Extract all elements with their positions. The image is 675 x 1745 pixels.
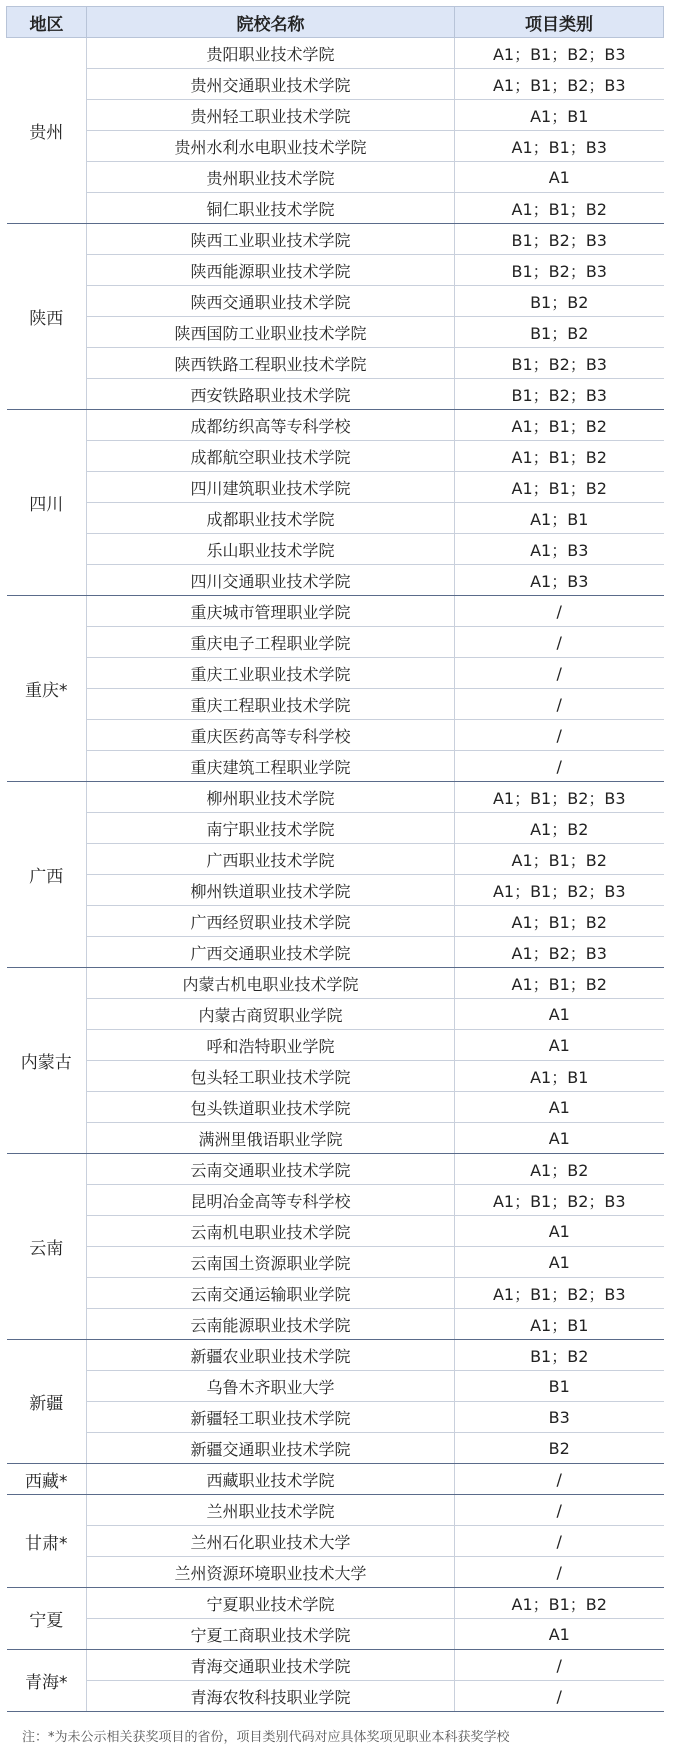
category-cell: B2 (455, 1433, 664, 1464)
category-cell: A1 (455, 1030, 664, 1061)
school-name-cell: 铜仁职业技术学院 (87, 193, 455, 224)
school-name-cell: 广西经贸职业技术学院 (87, 906, 455, 937)
table-row (7, 441, 664, 472)
school-name-cell: 兰州职业技术学院 (87, 1495, 455, 1526)
school-name-cell: 云南能源职业技术学院 (87, 1309, 455, 1340)
table-row (7, 1154, 664, 1185)
school-name-cell: 呼和浩特职业学院 (87, 1030, 455, 1061)
table-row (7, 1123, 664, 1154)
school-name-cell: 广西职业技术学院 (87, 844, 455, 875)
category-cell: A1；B1；B2 (455, 410, 664, 441)
school-name-cell: 陕西国防工业职业技术学院 (87, 317, 455, 348)
school-name-cell: 宁夏工商职业技术学院 (87, 1619, 455, 1650)
category-cell: A1；B1；B2；B3 (455, 875, 664, 906)
category-cell: / (455, 751, 664, 782)
table-row (7, 1619, 664, 1650)
table-row (7, 1061, 664, 1092)
table-row (7, 255, 664, 286)
category-cell: A1；B1；B2 (455, 844, 664, 875)
table-row (7, 224, 664, 255)
table-row (7, 999, 664, 1030)
region-cell: 青海* (7, 1650, 87, 1712)
table-row (7, 1092, 664, 1123)
table-row (7, 131, 664, 162)
school-name-cell: 乐山职业技术学院 (87, 534, 455, 565)
school-name-cell: 贵州职业技术学院 (87, 162, 455, 193)
school-name-cell: 广西交通职业技术学院 (87, 937, 455, 968)
category-cell: A1 (455, 1092, 664, 1123)
category-cell: A1；B1 (455, 1309, 664, 1340)
table-row (7, 1588, 664, 1619)
region-cell: 内蒙古 (7, 968, 87, 1154)
table-row (7, 1433, 664, 1464)
school-name-cell: 包头铁道职业技术学院 (87, 1092, 455, 1123)
category-cell: / (455, 1526, 664, 1557)
category-cell: / (455, 689, 664, 720)
category-cell: / (455, 1681, 664, 1712)
table-row (7, 69, 664, 100)
school-name-cell: 青海交通职业技术学院 (87, 1650, 455, 1681)
table-row (7, 968, 664, 999)
table-row (7, 348, 664, 379)
category-cell: B1；B2 (455, 286, 664, 317)
region-cell: 陕西 (7, 224, 87, 410)
school-name-cell: 重庆电子工程职业学院 (87, 627, 455, 658)
school-name-cell: 陕西能源职业技术学院 (87, 255, 455, 286)
category-cell: A1 (455, 1216, 664, 1247)
category-cell: A1；B2 (455, 813, 664, 844)
school-name-cell: 成都纺织高等专科学校 (87, 410, 455, 441)
table-row (7, 720, 664, 751)
table-row (7, 1247, 664, 1278)
school-name-cell: 内蒙古机电职业技术学院 (87, 968, 455, 999)
table-row (7, 379, 664, 410)
school-name-cell: 宁夏职业技术学院 (87, 1588, 455, 1619)
category-cell: A1；B1；B2；B3 (455, 1185, 664, 1216)
category-cell: B1；B2 (455, 1340, 664, 1371)
school-name-cell: 新疆交通职业技术学院 (87, 1433, 455, 1464)
table-row (7, 1030, 664, 1061)
table-row (7, 1681, 664, 1712)
region-cell: 新疆 (7, 1340, 87, 1464)
category-cell: / (455, 1650, 664, 1681)
category-cell: B1；B2；B3 (455, 348, 664, 379)
school-name-cell: 陕西工业职业技术学院 (87, 224, 455, 255)
category-cell: A1 (455, 1247, 664, 1278)
category-cell: B1；B2；B3 (455, 379, 664, 410)
category-cell: A1；B1 (455, 1061, 664, 1092)
school-name-cell: 兰州资源环境职业技术大学 (87, 1557, 455, 1588)
school-name-cell: 成都航空职业技术学院 (87, 441, 455, 472)
school-name-cell: 西安铁路职业技术学院 (87, 379, 455, 410)
table-row (7, 534, 664, 565)
category-cell: A1；B1；B2 (455, 193, 664, 224)
table-row (7, 751, 664, 782)
table-row (7, 1495, 664, 1526)
table-row (7, 472, 664, 503)
school-name-cell: 柳州铁道职业技术学院 (87, 875, 455, 906)
table-row (7, 689, 664, 720)
table-row (7, 1340, 664, 1371)
category-cell: A1；B3 (455, 534, 664, 565)
table-row (7, 1309, 664, 1340)
category-cell: B3 (455, 1402, 664, 1433)
category-cell: A1 (455, 1123, 664, 1154)
category-cell: A1；B1；B2；B3 (455, 1278, 664, 1309)
table-row (7, 100, 664, 131)
school-name-cell: 云南机电职业技术学院 (87, 1216, 455, 1247)
table-row (7, 658, 664, 689)
school-name-cell: 昆明冶金高等专科学校 (87, 1185, 455, 1216)
table-row (7, 503, 664, 534)
table-row (7, 1526, 664, 1557)
table-row (7, 875, 664, 906)
school-name-cell: 新疆轻工职业技术学院 (87, 1402, 455, 1433)
school-name-cell: 贵州交通职业技术学院 (87, 69, 455, 100)
category-cell: A1 (455, 1619, 664, 1650)
table-row (7, 286, 664, 317)
table-row (7, 1464, 664, 1495)
table-row (7, 627, 664, 658)
table-row (7, 1278, 664, 1309)
category-cell: A1；B2 (455, 1154, 664, 1185)
table-row (7, 38, 664, 69)
school-name-cell: 新疆农业职业技术学院 (87, 1340, 455, 1371)
school-name-cell: 重庆医药高等专科学校 (87, 720, 455, 751)
table-row (7, 1216, 664, 1247)
category-cell: / (455, 627, 664, 658)
table-row (7, 1402, 664, 1433)
school-name-cell: 内蒙古商贸职业学院 (87, 999, 455, 1030)
school-name-cell: 柳州职业技术学院 (87, 782, 455, 813)
school-name-cell: 乌鲁木齐职业大学 (87, 1371, 455, 1402)
category-cell: A1；B1；B2 (455, 968, 664, 999)
table-row (7, 193, 664, 224)
region-cell: 宁夏 (7, 1588, 87, 1650)
table-row (7, 1185, 664, 1216)
header-category: 项目类别 (455, 7, 664, 38)
school-name-cell: 重庆城市管理职业学院 (87, 596, 455, 627)
school-name-cell: 包头轻工职业技术学院 (87, 1061, 455, 1092)
category-cell: / (455, 596, 664, 627)
school-name-cell: 兰州石化职业技术大学 (87, 1526, 455, 1557)
school-name-cell: 四川交通职业技术学院 (87, 565, 455, 596)
school-name-cell: 贵州轻工职业技术学院 (87, 100, 455, 131)
category-cell: A1；B1；B2；B3 (455, 69, 664, 100)
region-cell: 重庆* (7, 596, 87, 782)
region-cell: 西藏* (7, 1464, 87, 1495)
school-name-cell: 四川建筑职业技术学院 (87, 472, 455, 503)
category-cell: A1；B2；B3 (455, 937, 664, 968)
category-cell: A1；B1；B2；B3 (455, 782, 664, 813)
table-row (7, 410, 664, 441)
table-row (7, 1650, 664, 1681)
table-row (7, 906, 664, 937)
category-cell: / (455, 1464, 664, 1495)
category-cell: / (455, 720, 664, 751)
header-region: 地区 (7, 7, 87, 38)
category-cell: A1；B1；B2 (455, 472, 664, 503)
region-cell: 贵州 (7, 38, 87, 224)
region-cell: 云南 (7, 1154, 87, 1340)
school-name-cell: 重庆工业职业技术学院 (87, 658, 455, 689)
school-name-cell: 云南交通运输职业学院 (87, 1278, 455, 1309)
region-cell: 甘肃* (7, 1495, 87, 1588)
header-school: 院校名称 (87, 7, 455, 38)
school-name-cell: 重庆工程职业技术学院 (87, 689, 455, 720)
table-body (7, 38, 664, 1712)
table-row (7, 317, 664, 348)
category-cell: B1；B2 (455, 317, 664, 348)
category-cell: / (455, 1495, 664, 1526)
category-cell: A1 (455, 162, 664, 193)
category-cell: A1 (455, 999, 664, 1030)
region-cell: 四川 (7, 410, 87, 596)
table-row (7, 1557, 664, 1588)
category-cell: A1；B1；B2 (455, 441, 664, 472)
category-cell: A1；B1 (455, 100, 664, 131)
school-name-cell: 云南交通职业技术学院 (87, 1154, 455, 1185)
school-name-cell: 陕西铁路工程职业技术学院 (87, 348, 455, 379)
school-name-cell: 贵州水利水电职业技术学院 (87, 131, 455, 162)
table-row (7, 565, 664, 596)
school-name-cell: 贵阳职业技术学院 (87, 38, 455, 69)
school-name-cell: 西藏职业技术学院 (87, 1464, 455, 1495)
category-cell: B1；B2；B3 (455, 255, 664, 286)
school-name-cell: 南宁职业技术学院 (87, 813, 455, 844)
category-cell: / (455, 1557, 664, 1588)
school-name-cell: 云南国土资源职业学院 (87, 1247, 455, 1278)
table-row (7, 813, 664, 844)
category-cell: A1；B1 (455, 503, 664, 534)
school-name-cell: 满洲里俄语职业学院 (87, 1123, 455, 1154)
category-cell: A1；B1；B2 (455, 906, 664, 937)
table-row (7, 844, 664, 875)
table-row (7, 1371, 664, 1402)
school-name-cell: 陕西交通职业技术学院 (87, 286, 455, 317)
category-cell: A1；B1；B2 (455, 1588, 664, 1619)
table-row (7, 596, 664, 627)
table-row (7, 162, 664, 193)
category-cell: A1；B1；B3 (455, 131, 664, 162)
table-header-row (7, 7, 664, 38)
table-row (7, 937, 664, 968)
school-name-cell: 重庆建筑工程职业学院 (87, 751, 455, 782)
category-cell: A1；B1；B2；B3 (455, 38, 664, 69)
category-cell: / (455, 658, 664, 689)
category-cell: B1；B2；B3 (455, 224, 664, 255)
footnote: 注：*为未公示相关获奖项目的省份，项目类别代码对应具体奖项见职业本科获奖学校 (22, 1730, 510, 1745)
school-name-cell: 青海农牧科技职业学院 (87, 1681, 455, 1712)
school-name-cell: 成都职业技术学院 (87, 503, 455, 534)
table-row (7, 782, 664, 813)
schools-table (6, 6, 664, 1712)
region-cell: 广西 (7, 782, 87, 968)
category-cell: A1；B3 (455, 565, 664, 596)
category-cell: B1 (455, 1371, 664, 1402)
